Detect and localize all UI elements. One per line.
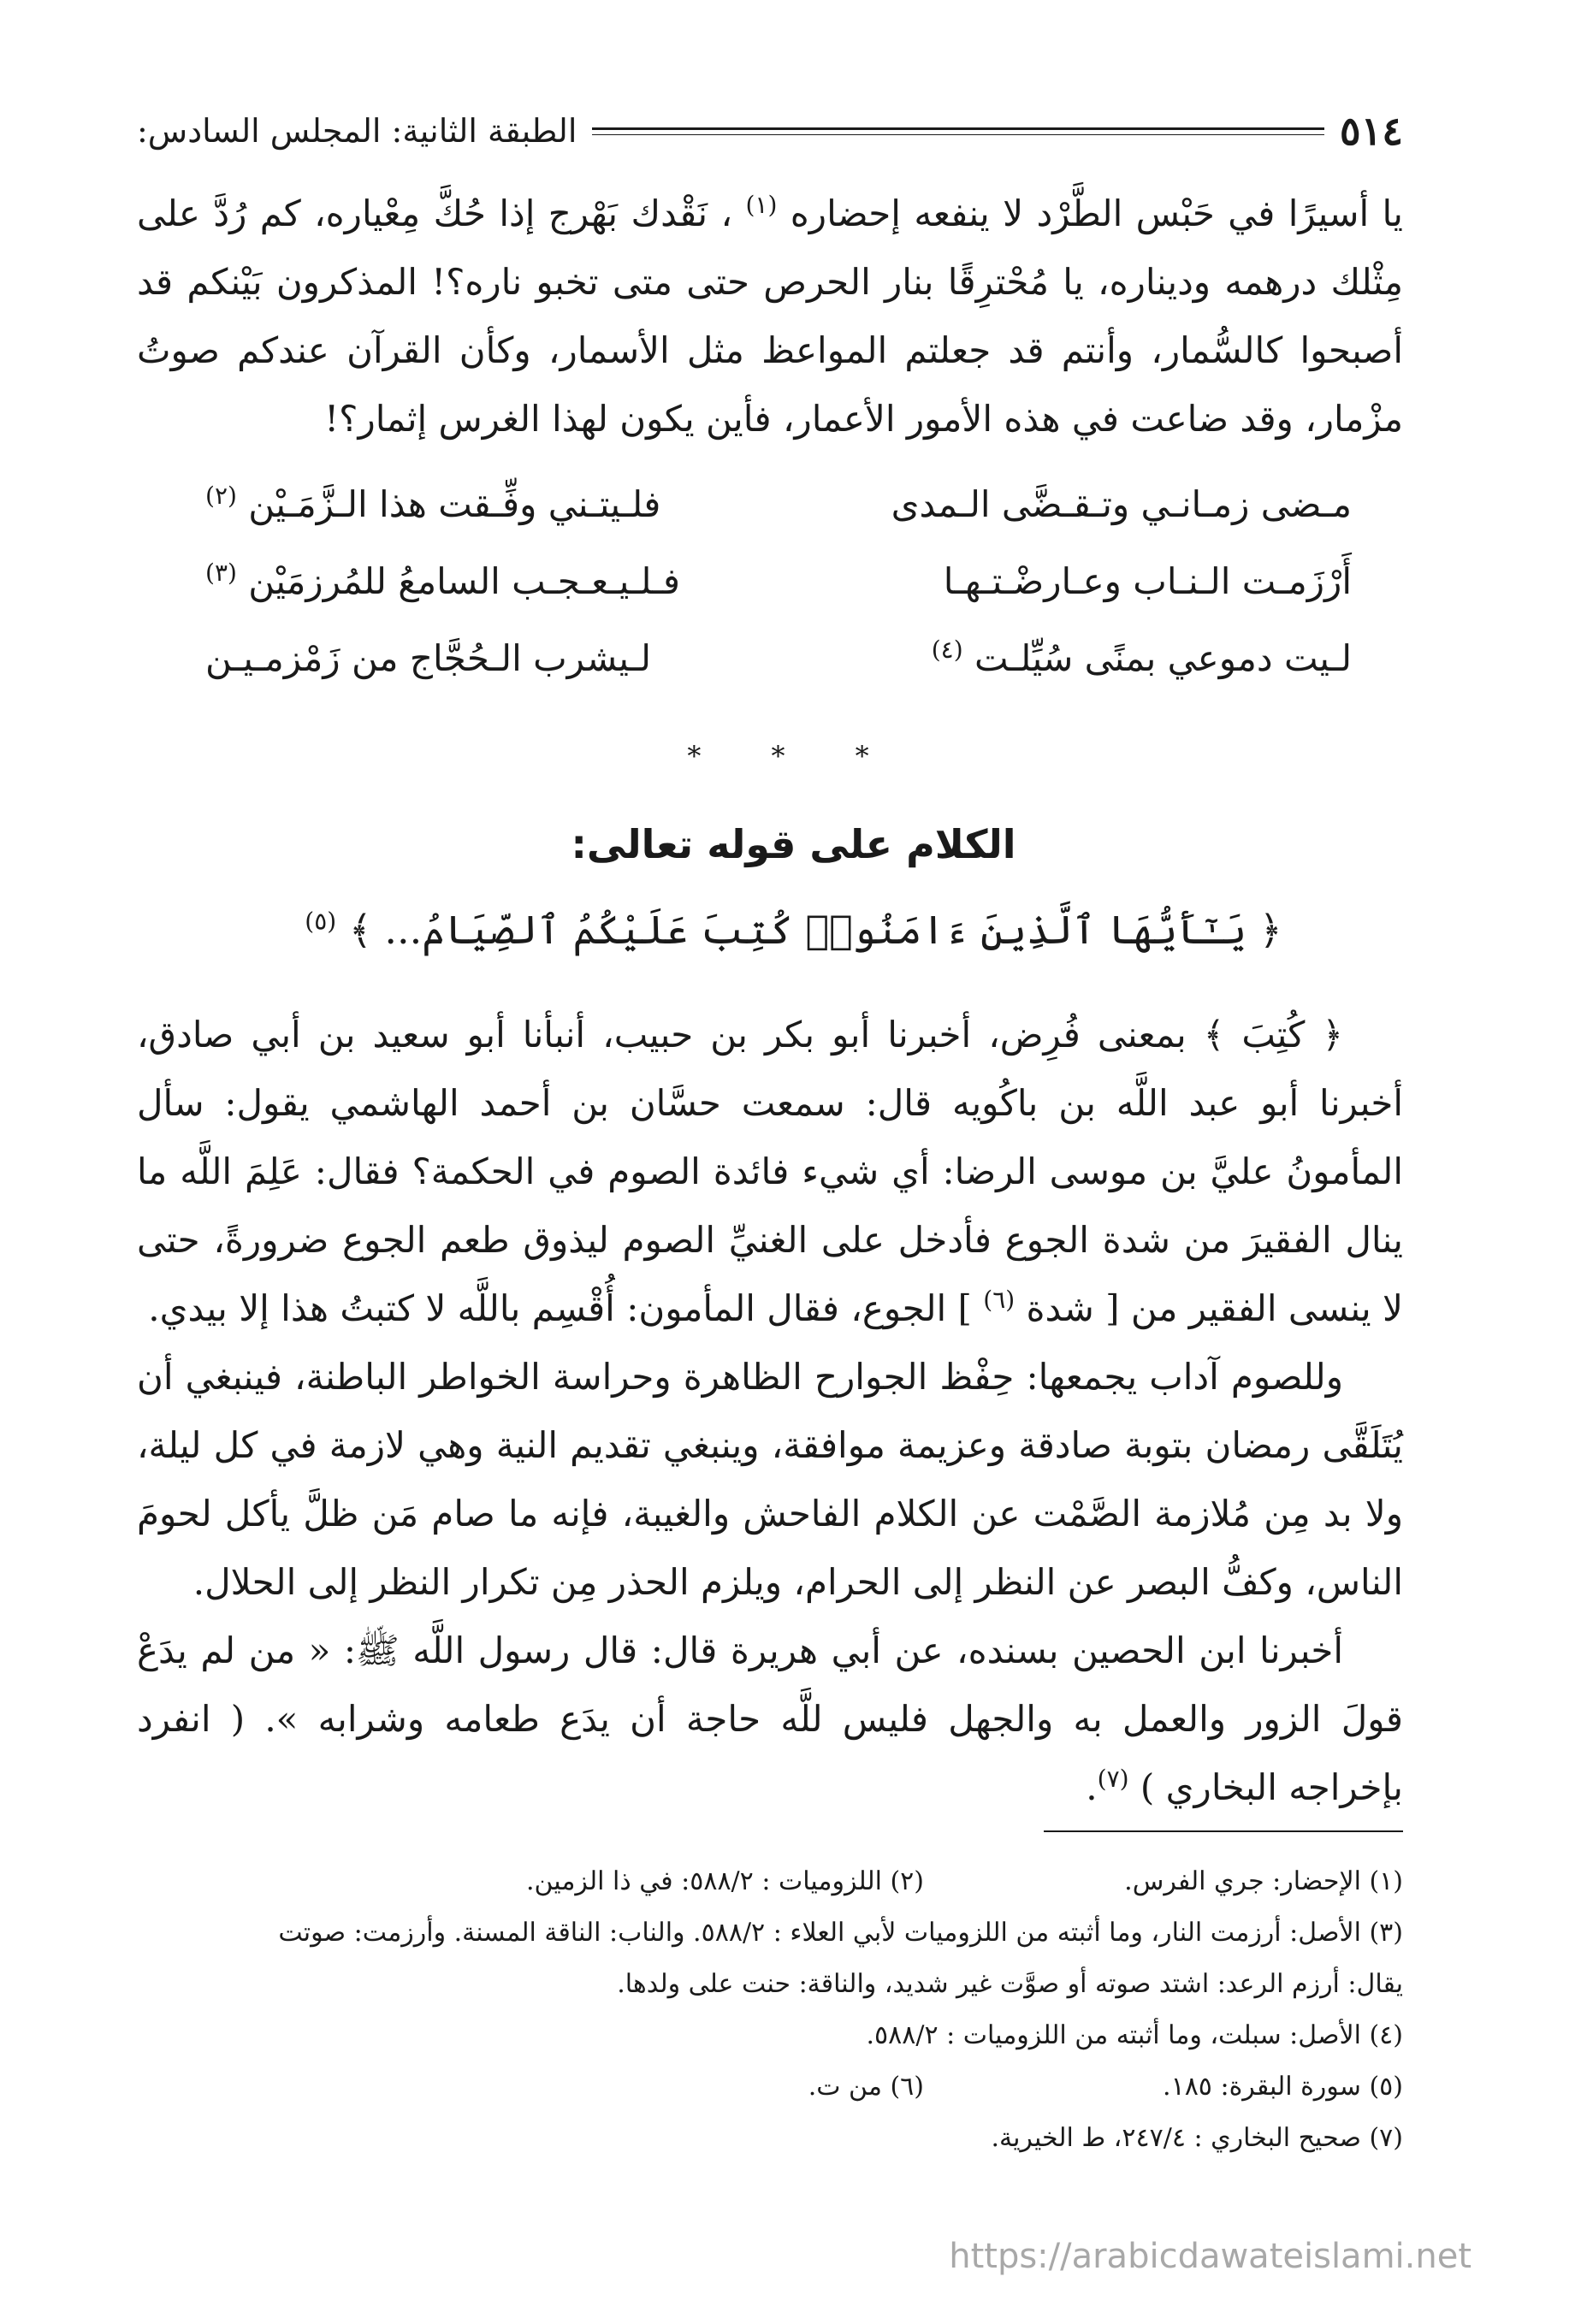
poem-hemistich-left: لـيشرب الـحُجَّاج من زَمْزمـيـن <box>205 637 652 679</box>
running-title: الطبقة الثانية: المجلس السادس: <box>137 112 577 150</box>
footnote-3-continued: يقال: أرزم الرعد: اشتد صوته أو صوَّت غير شديد، والناقة: حنت على ولدها. <box>617 1969 1403 1999</box>
paragraph-1: ﴿ كُتِبَ ﴾ بمعنى فُرِض، أخبرنا أبو بكر بن حبيب، أنبأنا أبو سعيد بن أبي صادق، أخبرنا أبو عبد اللَّه بن باكُويه قال: سمعت حسَّان بن أحمد الهاشمي يقول: سأل المأمونُ عليَّ بن موسى الرضا: أي شيء فائدة الصوم في الحكمة؟ فقال: عَلِمَ اللَّه ما ينال الفقيرَ من شدة الجوع فأدخل على الغنيِّ الصوم ليذوق طعم الجوع ضرورةً، حتى لا ينسى الفقير من [ شدة $^{(٦)}$ ] الجوع، فقال المأمون: أُقْسِم باللَّه لا كتبتُ هذا إلا بيدي. <box>137 1014 1403 1329</box>
footnote-ref-7[interactable]: (٧) <box>1097 1765 1129 1793</box>
paragraph-3: أخبرنا ابن الحصين بسنده، عن أبي هريرة قال: قال رسول اللَّه ﷺ: « من لم يدَعْ قولَ الزور والعمل به والجهل فليس للَّه حاجة أن يدَع طعامه وشرابه ». ( انفرد بإخراجه البخاري ) $^{(٧)}$. <box>137 1629 1403 1808</box>
footnotes <box>137 1856 1403 2164</box>
section-separator: * * * <box>687 740 900 772</box>
footnote-ref-2[interactable]: (٢) <box>205 482 237 510</box>
intro-paragraph <box>137 180 1403 453</box>
footnote-ref-5[interactable]: (٥) <box>305 907 337 936</box>
footnote-ref-1[interactable]: (١) <box>745 191 778 219</box>
body-text <box>137 1001 1403 1822</box>
footnote-5: (٥) سورة البقرة: ١٨٥. <box>1163 2072 1403 2102</box>
poem-hemistich-left: فلـيتـني وفِّـقت هذا الـزَّمَـيْن $^{(٢)}$ <box>205 482 661 525</box>
poem-hemistich-left: فـلـيـعـجـب السامعُ للمُرزمَيْن $^{(٣)}$ <box>205 559 680 602</box>
intro-text-1: يا أسيرًا في حَبْس الطَّرْد لا ينفعه إحضاره <box>790 192 1403 234</box>
quran-verse <box>0 907 1587 953</box>
poem-hemistich-right: أَرْزَمـت الـنـاب وعـارضْـتـهـا <box>943 560 1352 602</box>
poem-hemistich-right: مـضى زمـانـي وتـقـضَّى الـمدى <box>891 483 1352 525</box>
poem <box>188 475 1352 706</box>
watermark-url: https://arabicdawateislami.net <box>949 2237 1472 2276</box>
footnote-7: (٧) صحيح البخاري : ٢٤٧/٤، ط الخيرية. <box>991 2123 1403 2153</box>
footnote-rule <box>1044 1830 1403 1832</box>
footnote-ref-6[interactable]: (٦) <box>983 1286 1016 1314</box>
poem-line <box>188 475 1352 552</box>
quran-text: ﴿ يَـٰٓأَيُّهَا ٱلَّذِينَ ءَامَنُوا۟ كُتِبَ عَلَيْكُمُ ٱلصِّيَامُ... ﴾ <box>348 907 1282 953</box>
footnote-6: (٦) من ت. <box>808 2072 924 2102</box>
footnote-2: (٢) اللزوميات : ٥٨٨/٢: في ذا الزمين. <box>525 1866 924 1896</box>
page-header <box>137 101 1403 161</box>
header-rule <box>592 127 1323 135</box>
footnote-ref-3[interactable]: (٣) <box>205 559 237 587</box>
page-number: ٥١٤ <box>1339 108 1403 154</box>
intro-text-2: ، نَقْدك بَهْرج إذا حُكَّ مِعْياره، كم رُدَّ على مِثْلك درهمه وديناره، يا مُحْترِقًا بنار الحرص حتى متى تخبو ناره؟! المذكرون بَيْنكم قد أصبحوا كالسُّمار، وأنتم قد جعلتم المواعظ مثل الأسمار، وكأن القرآن عندكم صوتُ مزْمار، وقد ضاعت في هذه الأمور الأعمار، فأين يكون لهذا الغرس إثمار؟! <box>137 192 1403 440</box>
paragraph-2: وللصوم آداب يجمعها: حِفْظ الجوارح الظاهرة وحراسة الخواطر الباطنة، فينبغي أن يُتَلَقَّى رمضان بتوبة صادقة وعزيمة موافقة، وينبغي تقديم النية وهي لازمة في كل ليلة، ولا بد مِن مُلازمة الصَّمْت عن الكلام الفاحش والغيبة، فإنه ما صام مَن ظلَّ يأكل لحومَ الناس، وكفُّ البصر عن النظر إلى الحرام، ويلزم الحذر مِن تكرار النظر إلى الحلال. <box>137 1356 1404 1603</box>
footnote-4: (٤) الأصل: سبلت، وما أثبته من اللزوميات : ٥٨٨/٢. <box>866 2020 1403 2050</box>
footnote-1: (١) الإحضار: جري الفرس. <box>1124 1866 1403 1896</box>
footnote-ref-4[interactable]: (٤) <box>931 636 963 664</box>
poem-line <box>188 629 1352 706</box>
poem-line <box>188 552 1352 629</box>
poem-hemistich-right: لـيت دموعي بمنًى سُيِّلـت $^{(٤)}$ <box>931 636 1352 679</box>
section-heading: الكلام على قوله تعالى: <box>571 821 1016 867</box>
footnote-3: (٣) الأصل: أرزمت النار، وما أثبته من اللزوميات لأبي العلاء : ٥٨٨/٢. والناب: الناقة المسنة. وأرزمت: صوتت <box>278 1918 1403 1948</box>
